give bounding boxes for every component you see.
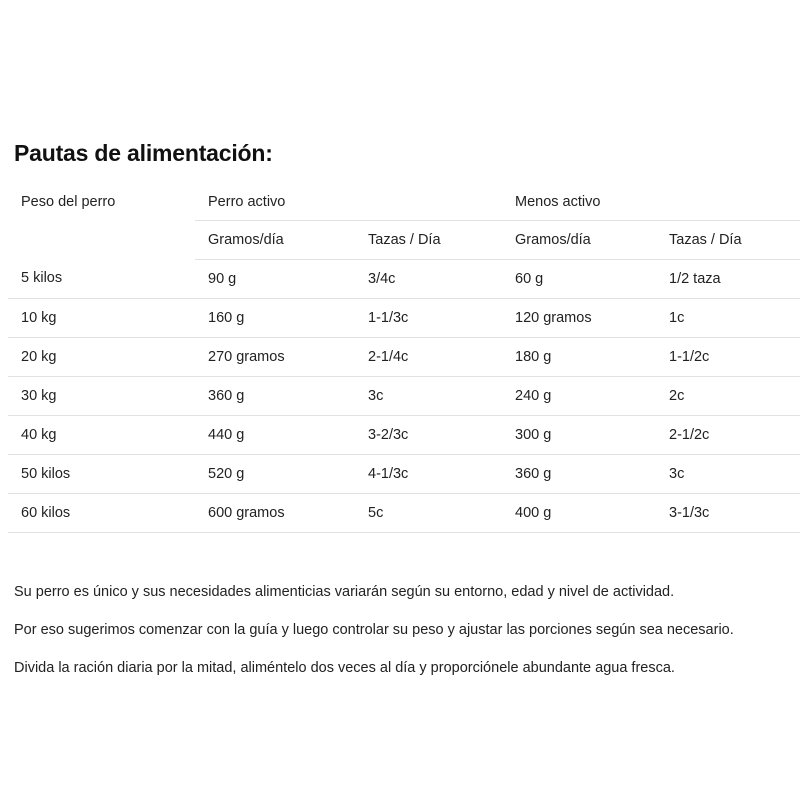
cell-less-grams: 120 gramos — [502, 298, 656, 337]
cell-weight: 60 kilos — [8, 493, 195, 532]
cell-weight: 20 kg — [8, 337, 195, 376]
cell-active-cups: 2-1/4c — [355, 337, 502, 376]
note-paragraph: Su perro es único y sus necesidades alimenticias variarán según su entorno, edad y nivel de actividad. — [14, 584, 675, 600]
cell-active-grams: 160 g — [195, 298, 355, 337]
cell-weight: 40 kg — [8, 415, 195, 454]
cell-active-grams: 600 gramos — [195, 493, 355, 532]
cell-less-cups: 2c — [656, 376, 800, 415]
table-row — [8, 415, 800, 454]
table-row — [8, 259, 800, 298]
header-active-dog: Perro activo — [195, 182, 502, 220]
feeding-table — [8, 182, 800, 533]
cell-active-grams: 270 gramos — [195, 337, 355, 376]
cell-active-cups: 3c — [355, 376, 502, 415]
page-title: Pautas de alimentación: — [14, 140, 273, 166]
note-paragraph: Divida la ración diaria por la mitad, aliméntelo dos veces al día y proporciónele abundante agua fresca. — [14, 660, 675, 676]
cell-weight: 50 kilos — [8, 454, 195, 493]
feeding-notes — [14, 583, 794, 697]
subheader-active-cups: Tazas / Día — [355, 220, 502, 259]
header-less-active: Menos activo — [502, 182, 800, 220]
cell-less-grams: 400 g — [502, 493, 656, 532]
subheader-less-grams: Gramos/día — [502, 220, 656, 259]
cell-less-cups: 1-1/2c — [656, 337, 800, 376]
cell-less-grams: 60 g — [502, 259, 656, 298]
cell-active-grams: 90 g — [195, 259, 355, 298]
cell-less-cups: 3-1/3c — [656, 493, 800, 532]
cell-weight: 10 kg — [8, 298, 195, 337]
table-row — [8, 337, 800, 376]
header-dog-weight: Peso del perro — [21, 194, 116, 210]
cell-active-grams: 360 g — [195, 376, 355, 415]
subheader-active-grams: Gramos/día — [195, 220, 355, 259]
table-row — [8, 376, 800, 415]
cell-weight: 30 kg — [8, 376, 195, 415]
cell-active-cups: 1-1/3c — [355, 298, 502, 337]
table-row — [8, 493, 800, 532]
table-row — [8, 454, 800, 493]
cell-active-cups: 3/4c — [355, 259, 502, 298]
table-row — [8, 298, 800, 337]
cell-less-cups: 1c — [656, 298, 800, 337]
subheader-less-cups: Tazas / Día — [656, 220, 800, 259]
cell-weight: 5 kilos — [8, 259, 195, 298]
cell-active-grams: 440 g — [195, 415, 355, 454]
cell-less-grams: 180 g — [502, 337, 656, 376]
cell-less-grams: 300 g — [502, 415, 656, 454]
cell-active-cups: 4-1/3c — [355, 454, 502, 493]
cell-active-cups: 3-2/3c — [355, 415, 502, 454]
cell-less-cups: 2-1/2c — [656, 415, 800, 454]
cell-less-cups: 1/2 taza — [656, 259, 800, 298]
note-paragraph: Por eso sugerimos comenzar con la guía y luego controlar su peso y ajustar las porciones según sea necesario. — [14, 622, 734, 638]
table-group-header-row — [8, 182, 800, 220]
cell-less-grams: 360 g — [502, 454, 656, 493]
cell-active-grams: 520 g — [195, 454, 355, 493]
cell-less-grams: 240 g — [502, 376, 656, 415]
cell-less-cups: 3c — [656, 454, 800, 493]
cell-active-cups: 5c — [355, 493, 502, 532]
